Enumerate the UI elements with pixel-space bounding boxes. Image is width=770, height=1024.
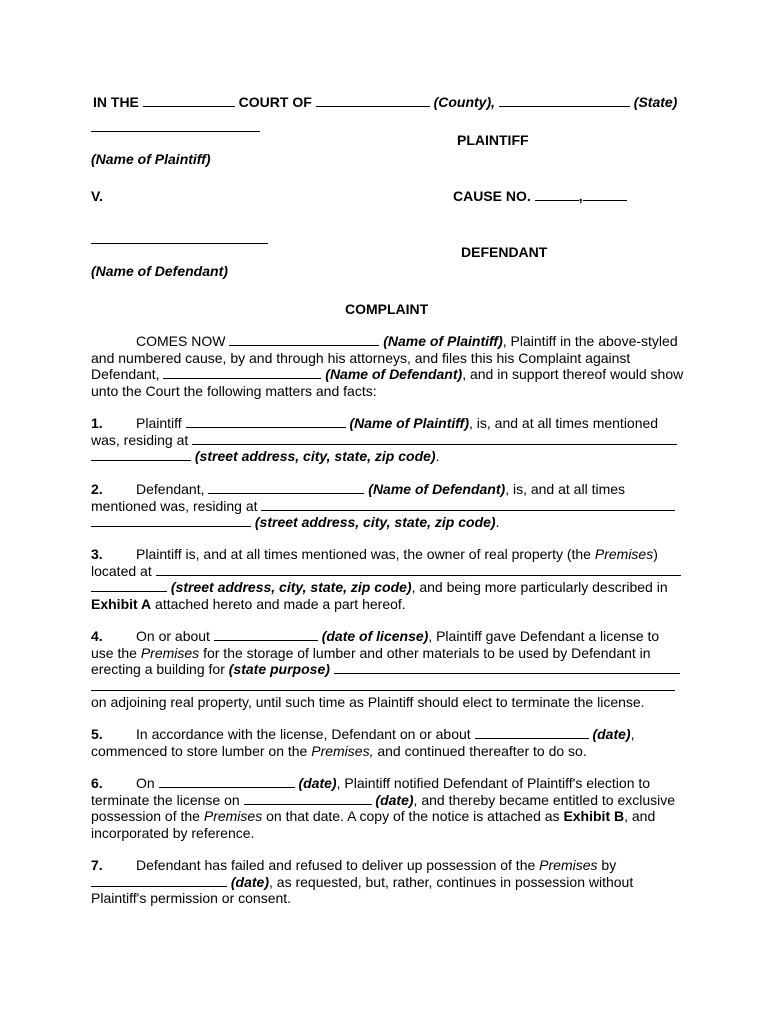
versus-label: V.: [91, 188, 103, 204]
p6-premises: Premises: [203, 808, 263, 824]
p3-text-a: Plaintiff is, and at all times mentioned was, the owner of real property (the: [136, 546, 591, 562]
comes-now-text: COMES NOW: [136, 333, 226, 349]
intro-line1-tail: , Plaintiff in the above-styled: [502, 333, 678, 349]
p1-address-blank: [192, 432, 677, 445]
cause-no-line: [453, 188, 627, 205]
court-of-label: COURT OF: [238, 94, 312, 110]
intro-plaintiff-blank: [229, 333, 379, 346]
p3-address-label: (street address, city, state, zip code): [170, 579, 412, 595]
paragraph-2: [91, 481, 681, 531]
p4-text-f: on adjoining real property, until such time as Plaintiff should elect to terminate the license.: [91, 694, 645, 710]
p1-name-label: (Name of Plaintiff): [349, 415, 469, 431]
p3-exhibit: Exhibit A: [91, 595, 152, 612]
p7-text-d: Plaintiff's permission or consent.: [91, 890, 292, 906]
p6-text-c: terminate the license on: [91, 791, 240, 808]
p3-address-blank-2: [91, 579, 167, 592]
intro-line3-head: Defendant,: [91, 366, 160, 382]
defendant-label: DEFENDANT: [461, 244, 548, 260]
p7-number: 7.: [91, 857, 103, 873]
p1-address-blank-2: [91, 448, 191, 461]
p5-number: 5.: [91, 726, 103, 742]
p6-text-a: On: [136, 775, 155, 791]
paragraph-7: [91, 857, 681, 907]
paragraph-6: [91, 775, 681, 841]
p3-text-c: located at: [91, 562, 152, 579]
p1-address-label: (street address, city, state, zip code): [194, 448, 436, 464]
p4-premises: Premises: [140, 644, 200, 661]
p6-text-g: , and: [624, 808, 656, 824]
paragraph-4: [91, 628, 681, 711]
state-blank: [499, 94, 630, 107]
p4-date-label: (date of license): [321, 628, 429, 644]
p6-exhibit: Exhibit B: [563, 808, 625, 824]
p6-text-b: , Plaintiff notified Defendant of Plaintiff's election to: [336, 775, 651, 791]
p3-text-b: ): [653, 546, 658, 562]
p4-text-e: erecting a building for: [91, 661, 225, 677]
p7-date-blank: [91, 874, 227, 887]
in-the-label: IN THE: [93, 94, 139, 110]
p4-purpose-label: (state purpose): [228, 661, 330, 677]
p6-date-blank-2: [244, 792, 372, 805]
intro-line4: unto the Court the following matters and facts:: [91, 382, 377, 399]
p2-address-blank-2: [91, 514, 251, 527]
county-label: (County),: [433, 94, 495, 110]
p1-name-blank: [186, 415, 346, 428]
p1-text-a: Plaintiff: [136, 415, 182, 431]
p1-text-b: , is, and at all times mentioned: [468, 415, 659, 431]
paragraph-3: [91, 546, 681, 612]
court-blank: [143, 94, 235, 107]
p7-premises: Premises: [539, 857, 598, 873]
p6-number: 6.: [91, 775, 103, 791]
p5-premises: Premises,: [311, 742, 374, 759]
p5-text-a: In accordance with the license, Defendant on or about: [136, 726, 471, 742]
intro-name-defendant: (Name of Defendant): [325, 366, 463, 382]
p6-date-blank-1: [159, 775, 295, 788]
p7-date-label: (date): [230, 873, 270, 890]
p2-text-a: Defendant,: [136, 481, 205, 497]
cause-no-label: CAUSE NO.: [453, 188, 531, 204]
p3-address-blank: [156, 563, 681, 576]
cause-no-blank-1: [535, 188, 579, 201]
p4-text-c: use the: [91, 644, 137, 661]
p3-text-d: , and being more particularly described in: [411, 579, 668, 595]
p2-end: .: [495, 514, 500, 530]
p1-text-c: was, residing at: [91, 431, 189, 448]
p2-name-blank: [208, 481, 364, 494]
defendant-name-blank: [91, 243, 268, 244]
p6-text-d: , and thereby became entitled to exclusive: [413, 791, 676, 808]
p4-purpose-blank-2: [91, 678, 675, 691]
plaintiff-name-blank: [91, 131, 260, 132]
p6-date2-label: (date): [375, 791, 414, 808]
intro-name-plaintiff: (Name of Plaintiff): [383, 333, 503, 349]
p1-end: .: [435, 448, 440, 464]
intro-paragraph: [91, 333, 684, 399]
p6-date1-label: (date): [298, 775, 337, 791]
p7-text-a: Defendant has failed and refused to deliver up possession of the: [136, 857, 536, 873]
p4-number: 4.: [91, 628, 103, 644]
intro-line3-tail: , and in support thereof would show: [462, 366, 684, 382]
p4-date-blank: [214, 628, 318, 641]
caption-court-line: [93, 94, 677, 111]
plaintiff-name-caption: (Name of Plaintiff): [91, 151, 211, 167]
p3-number: 3.: [91, 546, 103, 562]
p5-text-d: and continued thereafter to do so.: [377, 742, 587, 759]
p1-number: 1.: [91, 415, 103, 431]
p3-premises: Premises: [594, 546, 654, 562]
p2-address-blank: [261, 498, 675, 511]
p2-text-c: mentioned was, residing at: [91, 497, 258, 514]
p6-text-h: incorporated by reference.: [91, 824, 255, 841]
p7-text-b: by: [601, 857, 617, 873]
p2-name-label: (Name of Defendant): [368, 481, 506, 497]
cause-no-blank-2: [583, 188, 627, 201]
paragraph-1: [91, 415, 681, 465]
p4-purpose-blank: [334, 661, 680, 674]
p5-text-b: ,: [630, 726, 635, 742]
county-blank: [316, 94, 430, 107]
paragraph-5: [91, 726, 681, 759]
p7-text-c: , as requested, but, rather, continues in possession without: [269, 873, 634, 890]
p6-text-e: possession of the: [91, 808, 200, 824]
intro-defendant-blank: [163, 366, 321, 379]
p5-date-blank: [475, 726, 589, 739]
intro-line2: and numbered cause, by and through his attorneys, and files this his Complaint against: [91, 349, 631, 366]
p6-text-f: on that date. A copy of the notice is attached as: [266, 808, 560, 824]
p2-text-b: , is, and at all times: [505, 481, 626, 497]
p5-text-c: commenced to store lumber on the: [91, 742, 308, 759]
p5-date-label: (date): [592, 726, 631, 742]
document-title: COMPLAINT: [345, 301, 429, 317]
p4-text-b: , Plaintiff gave Defendant a license to: [428, 628, 660, 644]
plaintiff-label: PLAINTIFF: [457, 132, 529, 148]
p3-text-e: attached hereto and made a part hereof.: [155, 595, 406, 612]
defendant-name-caption: (Name of Defendant): [91, 263, 228, 279]
p2-address-label: (street address, city, state, zip code): [254, 514, 496, 530]
p2-number: 2.: [91, 481, 103, 497]
state-label: (State): [633, 94, 678, 110]
p4-text-a: On or about: [136, 628, 210, 644]
cause-no-comma: ,: [578, 188, 583, 204]
p4-text-d: for the storage of lumber and other materials to be used by Defendant in: [203, 644, 651, 661]
